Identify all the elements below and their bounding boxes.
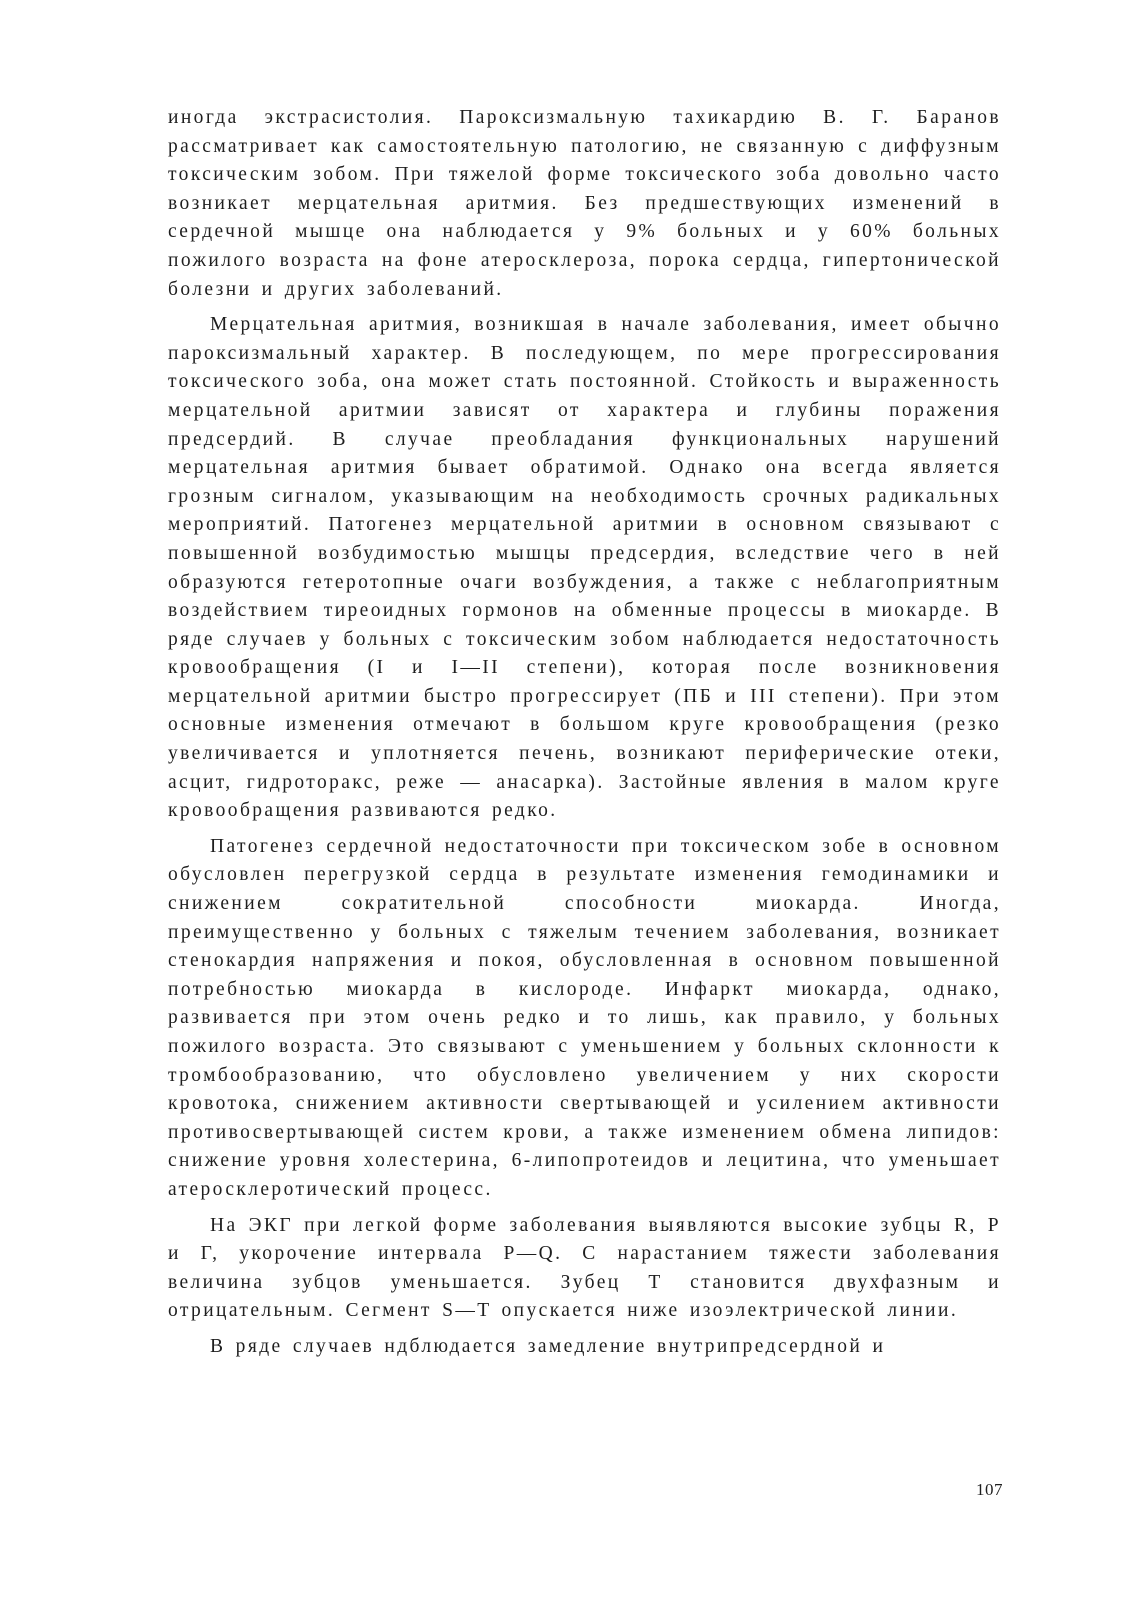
page-number: 107	[976, 1480, 1003, 1499]
body-text	[168, 104, 1001, 1369]
paragraph-3: Патогенез сердечной недостаточности при токсическом зобе в основном обусловлен перегрузкой сердца в результате изменения гемодинамики и снижением сократительной способности миокарда. Иногда, преимущественно у больных с тяжелым течением заболевания, возникает стенокардия напряжения и покоя, обусловленная в основном повышенной потребностью миокарда в кислороде. Инфаркт миокарда, однако, развивается при этом очень редко и то лишь, как правило, у больных пожилого возраста. Это связывают с уменьшением у больных склонности к тромбообразованию, что обусловлено увеличением у них скорости кровотока, снижением активности свертывающей и усилением активности противосвертывающей систем крови, а также изменением обмена липидов: снижение уровня холестерина, 6-липопротеидов и лецитина, что уменьшает атеросклеротический процесс.	[168, 835, 1001, 1200]
paragraph-4: На ЭКГ при легкой форме заболевания выявляются высокие зубцы R, P и Г, укорочение интервала P—Q. С нарастанием тяжести заболевания величина зубцов уменьшается. Зубец T становится двухфазным и отрицательным. Сегмент S—T опускается ниже изоэлектрической линии.	[168, 1214, 1001, 1322]
paragraph-1: иногда экстрасистолия. Пароксизмальную тахикардию В. Г. Баранов рассматривает как самостоятельную патологию, не связанную с диффузным токсическим зобом. При тяжелой форме токсического зоба довольно часто возникает мерцательная аритмия. Без предшествующих изменений в сердечной мышце она наблюдается у 9% больных и у 60% больных пожилого возраста на фоне атеросклероза, порока сердца, гипертонической болезни и других заболеваний.	[168, 107, 1001, 300]
paragraph-5: В ряде случаев ндблюдается замедление внутрипредсердной и	[210, 1335, 886, 1357]
paragraph-2: Мерцательная аритмия, возникшая в начале заболевания, имеет обычно пароксизмальный характер. В последующем, по мере прогрессирования токсического зоба, она может стать постоянной. Стойкость и выраженность мерцательной аритмии зависят от характера и глубины поражения предсердий. В случае преобладания функциональных нарушений мерцательная аритмия бывает обратимой. Однако она всегда является грозным сигналом, указывающим на необходимость срочных радикальных мероприятий. Патогенез мерцательной аритмии в основном связывают с повышенной возбудимостью мышцы предсердия, вследствие чего в ней образуются гетеротопные очаги возбуждения, а также с неблагоприятным воздействием тиреоидных гормонов на обменные процессы в миокарде. В ряде случаев у больных с токсическим зобом наблюдается недостаточность кровообращения (I и I—II степени), которая после возникновения мерцательной аритмии быстро прогрессирует (ПБ и III степени). При этом основные изменения отмечают в большом круге кровообращения (резко увеличивается и уплотняется печень, возникают периферические отеки, асцит, гидроторакс, реже — анасарка). Застойные явления в малом круге кровообращения развиваются редко.	[168, 314, 1001, 822]
